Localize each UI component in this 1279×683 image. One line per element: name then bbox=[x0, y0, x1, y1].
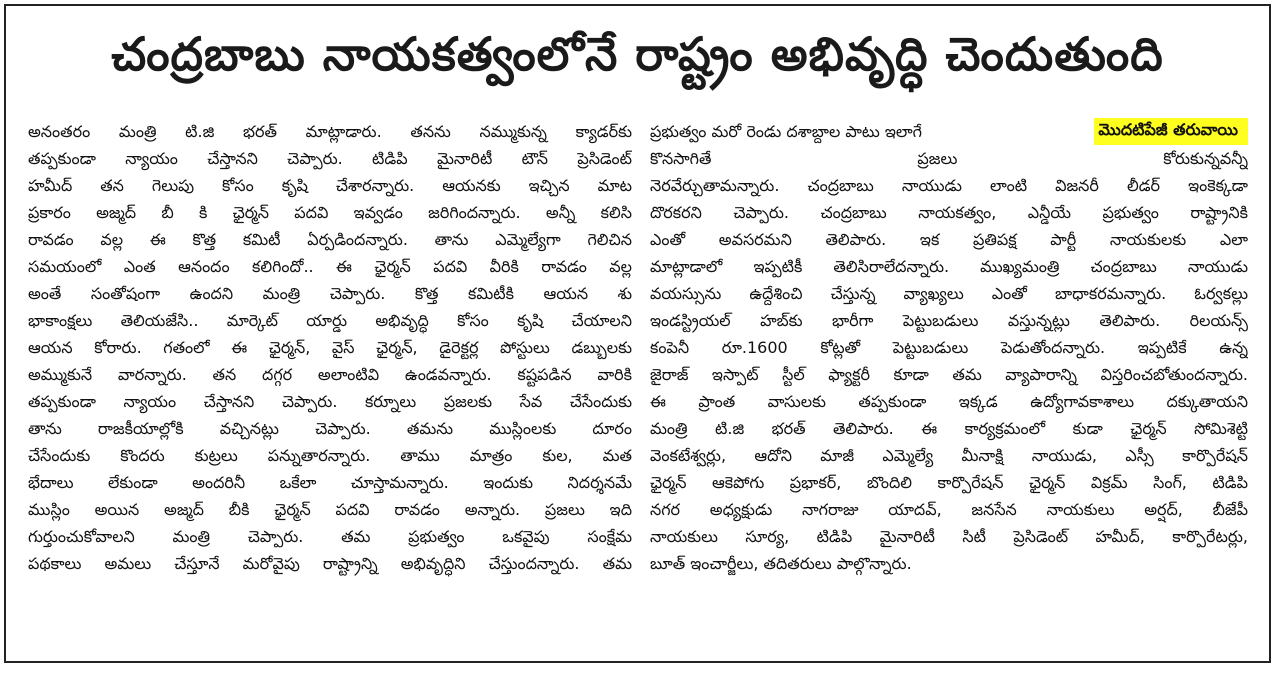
text-line: వయస్సును ఉద్దేశించి చేస్తున్న వ్యాఖ్యలు ఎంతో బాధాకరమన్నారు. ఓర్వకల్లు bbox=[650, 284, 1248, 303]
text-line: అనంతరం మంత్రి టి.జి భరత్ మాట్లాడారు. తనను నమ్ముకున్న క్యాడర్‌కు bbox=[28, 122, 632, 141]
right-column bbox=[650, 118, 1248, 649]
continued-from-front-page-tag: మొదటిపేజీ తరువాయి bbox=[1094, 118, 1248, 145]
text-line: నెరవేర్చుతామన్నారు. చంద్రబాబు నాయుడు లాంటి విజనరీ లీడర్ ఇంకెక్కడా bbox=[650, 176, 1248, 195]
text-line: తప్పకుండా న్యాయం చేస్తానని చెప్పారు. కర్నూలు ప్రజలకు సేవ చేసేందుకు bbox=[28, 392, 632, 411]
text-line: నగర అధ్యక్షుడు నాగరాజు యాదవ్, జనసేన నాయకులు అర్షద్, బీజేపీ bbox=[650, 500, 1248, 519]
text-line: ఇండస్ట్రియల్ హబ్‌కు భారీగా పెట్టుబడులు వస్తున్నట్లు తెలిపారు. రిలయన్స్ bbox=[650, 311, 1248, 330]
text-line-with-tag bbox=[650, 118, 1248, 145]
text-line: ముస్లిం అయిన అజ్మద్ బీకి ఛైర్మన్ పదవి రావడం అన్నారు. ప్రజలు ఇది bbox=[28, 500, 632, 519]
text-line: దొరకరని చెప్పారు. చంద్రబాబు నాయకత్వం, ఎన్డీయే ప్రభుత్వం రాష్ట్రానికి bbox=[650, 203, 1248, 222]
text-line: సమయంలో ఎంత ఆనందం కలిగిందో.. ఈ ఛైర్మన్ పదవి వీరికి రావడం వల్ల bbox=[28, 257, 632, 276]
text-line: మంత్రి టి.జి భరత్ తెలిపారు. ఈ కార్యక్రమంలో కుడా ఛైర్మన్ సోమిశెట్టి bbox=[650, 419, 1248, 438]
text-line: అమ్ముకునే వారన్నారు. తన దగ్గర అలాంటివి ఉండవన్నారు. కష్టపడిన వారికి bbox=[28, 365, 632, 384]
text-line: రావడం వల్ల ఈ కొత్త కమిటీ ఏర్పడిందన్నారు. తాను ఎమ్మెల్యేగా గెలిచిన bbox=[28, 230, 632, 249]
text-line: ప్రకారం అజ్మద్ బీ కి ఛైర్మన్ పదవి ఇవ్వడం జరిగిందన్నారు. అన్నీ కలిసి bbox=[28, 203, 632, 222]
text-line: హమీద్ తన గెలుపు కోసం కృషి చేశారన్నారు. ఆయనకు ఇచ్చిన మాట bbox=[28, 176, 632, 195]
text-line: వెంకటేశ్వర్లు, ఆదోని మాజీ ఎమ్మెల్యే మీనాక్షి నాయుడు, ఎస్సీ కార్పొరేషన్ bbox=[650, 446, 1248, 465]
text-line: చేసేందుకు కొందరు కుట్రలు పన్నుతారన్నారు. తాము మాత్రం కుల, మత bbox=[28, 446, 632, 465]
text-line: నాయకులు సూర్య, టిడిపి మైనారిటీ సిటీ ప్రెసిడెంట్ హమీద్, కార్పొరేటర్లు, bbox=[650, 527, 1248, 546]
article-headline: చంద్రబాబు నాయకత్వంలోనే రాష్ట్రం అభివృద్ధి చెందుతుంది bbox=[111, 27, 1164, 81]
text-line: పథకాలు అమలు చేస్తూనే మరోవైపు రాష్ట్రాన్ని అభివృద్ధిని చేస్తుందన్నారు. తమ bbox=[28, 554, 632, 573]
text-line: భాకాంక్షలు తెలియజేసి.. మార్కెట్ యార్డు అభివృద్ధి కోసం కృషి చేయాలని bbox=[28, 311, 632, 330]
article-frame bbox=[4, 4, 1271, 663]
text-line: గుర్తుంచుకోవాలని మంత్రి చెప్పారు. తమ ప్రభుత్వం ఒకవైపు సంక్షేమ bbox=[28, 527, 632, 546]
text-line: భేదాలు లేకుండా అందరినీ ఒకేలా చూస్తామన్నారు. ఇందుకు నిదర్శనమే bbox=[28, 473, 632, 492]
text-line: కంపెనీ రూ.1600 కోట్లతో పెట్టుబడులు పెడుతోందన్నారు. ఇప్పటికే ఉన్న bbox=[650, 338, 1248, 357]
text-line: కొనసాగితే ప్రజలు కోరుకున్నవన్నీ bbox=[650, 149, 1248, 168]
text-line: బూత్ ఇంచార్జీలు, తదితరులు పాల్గొన్నారు. bbox=[650, 554, 912, 573]
text-line: ఆయన కోరారు. గతంలో ఈ ఛైర్మన్, వైస్ ఛైర్మన్, డైరెక్టర్ల పోస్టులు డబ్బులకు bbox=[28, 338, 632, 357]
text-line: ఛైర్మన్ ఆకెపోగు ప్రభాకర్, బొందిలి కార్పొరేషన్ ఛైర్మన్ విక్రమ్ సింగ్, టిడిపి bbox=[650, 473, 1248, 492]
text-line: తప్పకుండా న్యాయం చేస్తానని చెప్పారు. టిడిపి మైనారిటీ టౌన్ ప్రెసిడెంట్ bbox=[28, 149, 632, 168]
text-line: అంతే సంతోషంగా ఉందని మంత్రి చెప్పారు. కొత్త కమిటీకి ఆయన శు bbox=[28, 284, 632, 303]
text-line: జైరాజ్ ఇస్పాట్ స్టీల్ ఫ్యాక్టరీ కూడా తమ వ్యాపారాన్ని విస్తరించబోతుందన్నారు. bbox=[650, 365, 1248, 384]
text-line-start: ప్రభుత్వం మరో రెండు దశాబ్దాల పాటు ఇలాగే bbox=[650, 122, 922, 141]
left-column bbox=[28, 118, 632, 649]
text-line: ఈ ప్రాంత వాసులకు తప్పకుండా ఇక్కడ ఉద్యోగావకాశాలు దక్కుతాయని bbox=[650, 392, 1248, 411]
text-line: ఎంతో అవసరమని తెలిపారు. ఇక ప్రతిపక్ష పార్టీ నాయకులకు ఎలా bbox=[650, 230, 1248, 249]
text-line: మాట్లాడాలో ఇప్పటికీ తెలిసిరాలేదన్నారు. ముఖ్యమంత్రి చంద్రబాబు నాయుడు bbox=[650, 257, 1248, 276]
text-line: తాను రాజకీయాల్లోకి వచ్చినట్లు చెప్పారు. తమను ముస్లింలకు దూరం bbox=[28, 419, 632, 438]
